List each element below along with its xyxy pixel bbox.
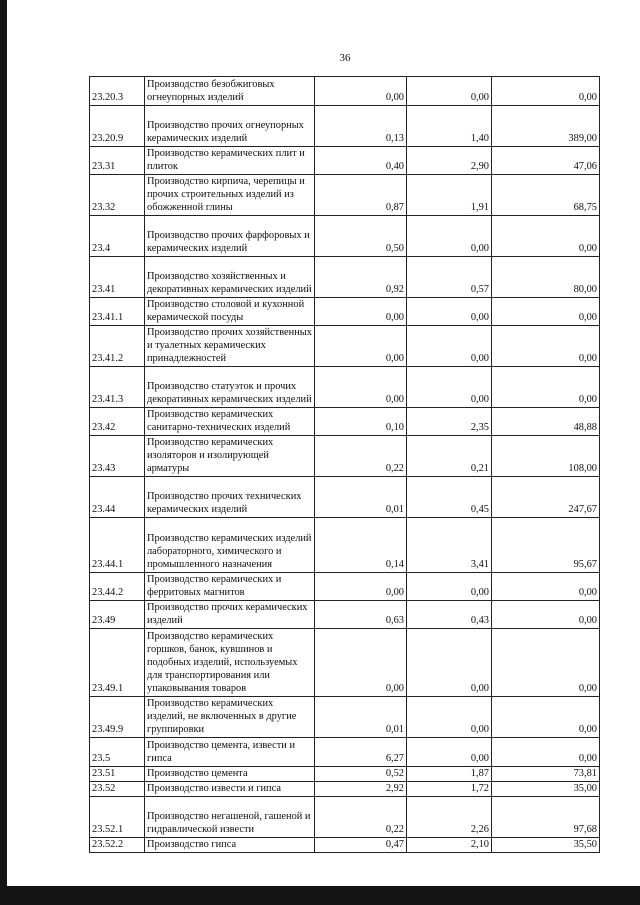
row-value-2: 0,00 bbox=[407, 573, 492, 601]
page-number: 36 bbox=[339, 52, 351, 64]
row-value-2: 0,00 bbox=[407, 298, 492, 326]
table-row bbox=[90, 738, 600, 767]
row-value-1: 0,47 bbox=[315, 838, 407, 853]
table-row bbox=[90, 326, 600, 367]
row-value-2: 2,26 bbox=[407, 797, 492, 838]
row-name: Производство извести и гипса bbox=[145, 782, 315, 797]
row-code: 23.49.1 bbox=[90, 629, 145, 697]
table-row bbox=[90, 518, 600, 573]
row-code: 23.5 bbox=[90, 738, 145, 767]
okved-table bbox=[89, 76, 600, 853]
row-name: Производство керамических и ферритовых магнитов bbox=[145, 573, 315, 601]
row-value-3: 0,00 bbox=[492, 326, 600, 367]
table-row bbox=[90, 697, 600, 738]
table-row bbox=[90, 797, 600, 838]
row-value-3: 95,67 bbox=[492, 518, 600, 573]
row-name: Производство цемента, извести и гипса bbox=[145, 738, 315, 767]
row-code: 23.44 bbox=[90, 477, 145, 518]
table-row bbox=[90, 477, 600, 518]
row-value-3: 247,67 bbox=[492, 477, 600, 518]
row-name: Производство негашеной, гашеной и гидравлической извести bbox=[145, 797, 315, 838]
row-value-2: 0,00 bbox=[407, 77, 492, 106]
row-code: 23.49 bbox=[90, 601, 145, 629]
row-value-1: 0,87 bbox=[315, 175, 407, 216]
scan-edge-bottom bbox=[0, 886, 640, 905]
row-value-3: 35,50 bbox=[492, 838, 600, 853]
row-name: Производство керамических изделий, не включенных в другие группировки bbox=[145, 697, 315, 738]
table-row bbox=[90, 106, 600, 147]
row-value-3: 0,00 bbox=[492, 601, 600, 629]
row-name: Производство прочих технических керамических изделий bbox=[145, 477, 315, 518]
table-row bbox=[90, 629, 600, 697]
row-value-3: 68,75 bbox=[492, 175, 600, 216]
row-value-2: 0,00 bbox=[407, 367, 492, 408]
row-value-3: 73,81 bbox=[492, 767, 600, 782]
row-name: Производство керамических изделий лабораторного, химического и промышленного назначения bbox=[145, 518, 315, 573]
row-value-1: 0,00 bbox=[315, 367, 407, 408]
table-row bbox=[90, 573, 600, 601]
table-row bbox=[90, 367, 600, 408]
row-value-2: 0,43 bbox=[407, 601, 492, 629]
row-value-1: 0,10 bbox=[315, 408, 407, 436]
table-row bbox=[90, 782, 600, 797]
row-value-1: 0,63 bbox=[315, 601, 407, 629]
table-row bbox=[90, 147, 600, 175]
row-value-3: 35,00 bbox=[492, 782, 600, 797]
table-body bbox=[90, 77, 600, 853]
row-value-2: 2,35 bbox=[407, 408, 492, 436]
row-code: 23.20.9 bbox=[90, 106, 145, 147]
row-value-2: 0,00 bbox=[407, 738, 492, 767]
row-value-1: 0,00 bbox=[315, 77, 407, 106]
row-code: 23.4 bbox=[90, 216, 145, 257]
row-value-1: 0,14 bbox=[315, 518, 407, 573]
row-value-2: 0,45 bbox=[407, 477, 492, 518]
row-value-1: 0,92 bbox=[315, 257, 407, 298]
row-value-3: 0,00 bbox=[492, 367, 600, 408]
row-value-2: 0,00 bbox=[407, 326, 492, 367]
row-value-1: 0,00 bbox=[315, 629, 407, 697]
row-code: 23.44.2 bbox=[90, 573, 145, 601]
table-row bbox=[90, 77, 600, 106]
row-code: 23.43 bbox=[90, 436, 145, 477]
row-value-2: 3,41 bbox=[407, 518, 492, 573]
row-code: 23.20.3 bbox=[90, 77, 145, 106]
row-value-3: 108,00 bbox=[492, 436, 600, 477]
row-value-1: 0,50 bbox=[315, 216, 407, 257]
row-value-3: 0,00 bbox=[492, 77, 600, 106]
table-row bbox=[90, 838, 600, 853]
row-name: Производство керамических изоляторов и изолирующей арматуры bbox=[145, 436, 315, 477]
row-value-1: 0,01 bbox=[315, 697, 407, 738]
row-value-2: 1,40 bbox=[407, 106, 492, 147]
row-name: Производство цемента bbox=[145, 767, 315, 782]
row-value-3: 0,00 bbox=[492, 573, 600, 601]
row-value-3: 0,00 bbox=[492, 738, 600, 767]
row-value-3: 0,00 bbox=[492, 298, 600, 326]
row-value-1: 0,22 bbox=[315, 797, 407, 838]
row-name: Производство прочих хозяйственных и туалетных керамических принадлежностей bbox=[145, 326, 315, 367]
table-row bbox=[90, 257, 600, 298]
row-value-1: 0,52 bbox=[315, 767, 407, 782]
row-value-2: 0,57 bbox=[407, 257, 492, 298]
row-value-2: 2,10 bbox=[407, 838, 492, 853]
scan-edge-left bbox=[0, 0, 7, 905]
row-name: Производство безобжиговых огнеупорных изделий bbox=[145, 77, 315, 106]
row-name: Производство гипса bbox=[145, 838, 315, 853]
row-code: 23.44.1 bbox=[90, 518, 145, 573]
row-code: 23.49.9 bbox=[90, 697, 145, 738]
table-row bbox=[90, 767, 600, 782]
row-value-1: 2,92 bbox=[315, 782, 407, 797]
row-value-3: 47,06 bbox=[492, 147, 600, 175]
row-value-1: 0,40 bbox=[315, 147, 407, 175]
row-name: Производство статуэток и прочих декоративных керамических изделий bbox=[145, 367, 315, 408]
table-row bbox=[90, 175, 600, 216]
row-value-1: 6,27 bbox=[315, 738, 407, 767]
row-value-1: 0,01 bbox=[315, 477, 407, 518]
row-name: Производство прочих огнеупорных керамических изделий bbox=[145, 106, 315, 147]
row-value-2: 0,00 bbox=[407, 629, 492, 697]
row-code: 23.52 bbox=[90, 782, 145, 797]
row-name: Производство керамических горшков, банок, кувшинов и подобных изделий, используемых для транспортирования или упаковывания товаров bbox=[145, 629, 315, 697]
row-code: 23.51 bbox=[90, 767, 145, 782]
row-code: 23.41.3 bbox=[90, 367, 145, 408]
row-code: 23.52.1 bbox=[90, 797, 145, 838]
row-value-2: 2,90 bbox=[407, 147, 492, 175]
row-value-2: 0,00 bbox=[407, 697, 492, 738]
row-value-2: 1,72 bbox=[407, 782, 492, 797]
row-value-3: 0,00 bbox=[492, 629, 600, 697]
row-value-3: 80,00 bbox=[492, 257, 600, 298]
row-value-2: 1,91 bbox=[407, 175, 492, 216]
row-code: 23.42 bbox=[90, 408, 145, 436]
row-value-1: 0,00 bbox=[315, 326, 407, 367]
row-value-3: 389,00 bbox=[492, 106, 600, 147]
row-value-2: 0,21 bbox=[407, 436, 492, 477]
row-value-1: 0,00 bbox=[315, 298, 407, 326]
row-value-1: 0,13 bbox=[315, 106, 407, 147]
row-name: Производство керамических санитарно-технических изделий bbox=[145, 408, 315, 436]
table-row bbox=[90, 298, 600, 326]
row-value-3: 0,00 bbox=[492, 697, 600, 738]
row-name: Производство столовой и кухонной керамической посуды bbox=[145, 298, 315, 326]
row-code: 23.41 bbox=[90, 257, 145, 298]
row-value-1: 0,00 bbox=[315, 573, 407, 601]
row-value-1: 0,22 bbox=[315, 436, 407, 477]
table-row bbox=[90, 408, 600, 436]
row-code: 23.41.1 bbox=[90, 298, 145, 326]
row-value-3: 48,88 bbox=[492, 408, 600, 436]
row-name: Производство керамических плит и плиток bbox=[145, 147, 315, 175]
row-value-3: 97,68 bbox=[492, 797, 600, 838]
row-value-3: 0,00 bbox=[492, 216, 600, 257]
row-code: 23.32 bbox=[90, 175, 145, 216]
row-name: Производство хозяйственных и декоративных керамических изделий bbox=[145, 257, 315, 298]
table-row bbox=[90, 216, 600, 257]
row-value-2: 1,87 bbox=[407, 767, 492, 782]
row-name: Производство прочих керамических изделий bbox=[145, 601, 315, 629]
row-code: 23.52.2 bbox=[90, 838, 145, 853]
row-name: Производство кирпича, черепицы и прочих строительных изделий из обожженной глины bbox=[145, 175, 315, 216]
table-row bbox=[90, 436, 600, 477]
row-name: Производство прочих фарфоровых и керамических изделий bbox=[145, 216, 315, 257]
row-code: 23.31 bbox=[90, 147, 145, 175]
table-row bbox=[90, 601, 600, 629]
row-value-2: 0,00 bbox=[407, 216, 492, 257]
row-code: 23.41.2 bbox=[90, 326, 145, 367]
